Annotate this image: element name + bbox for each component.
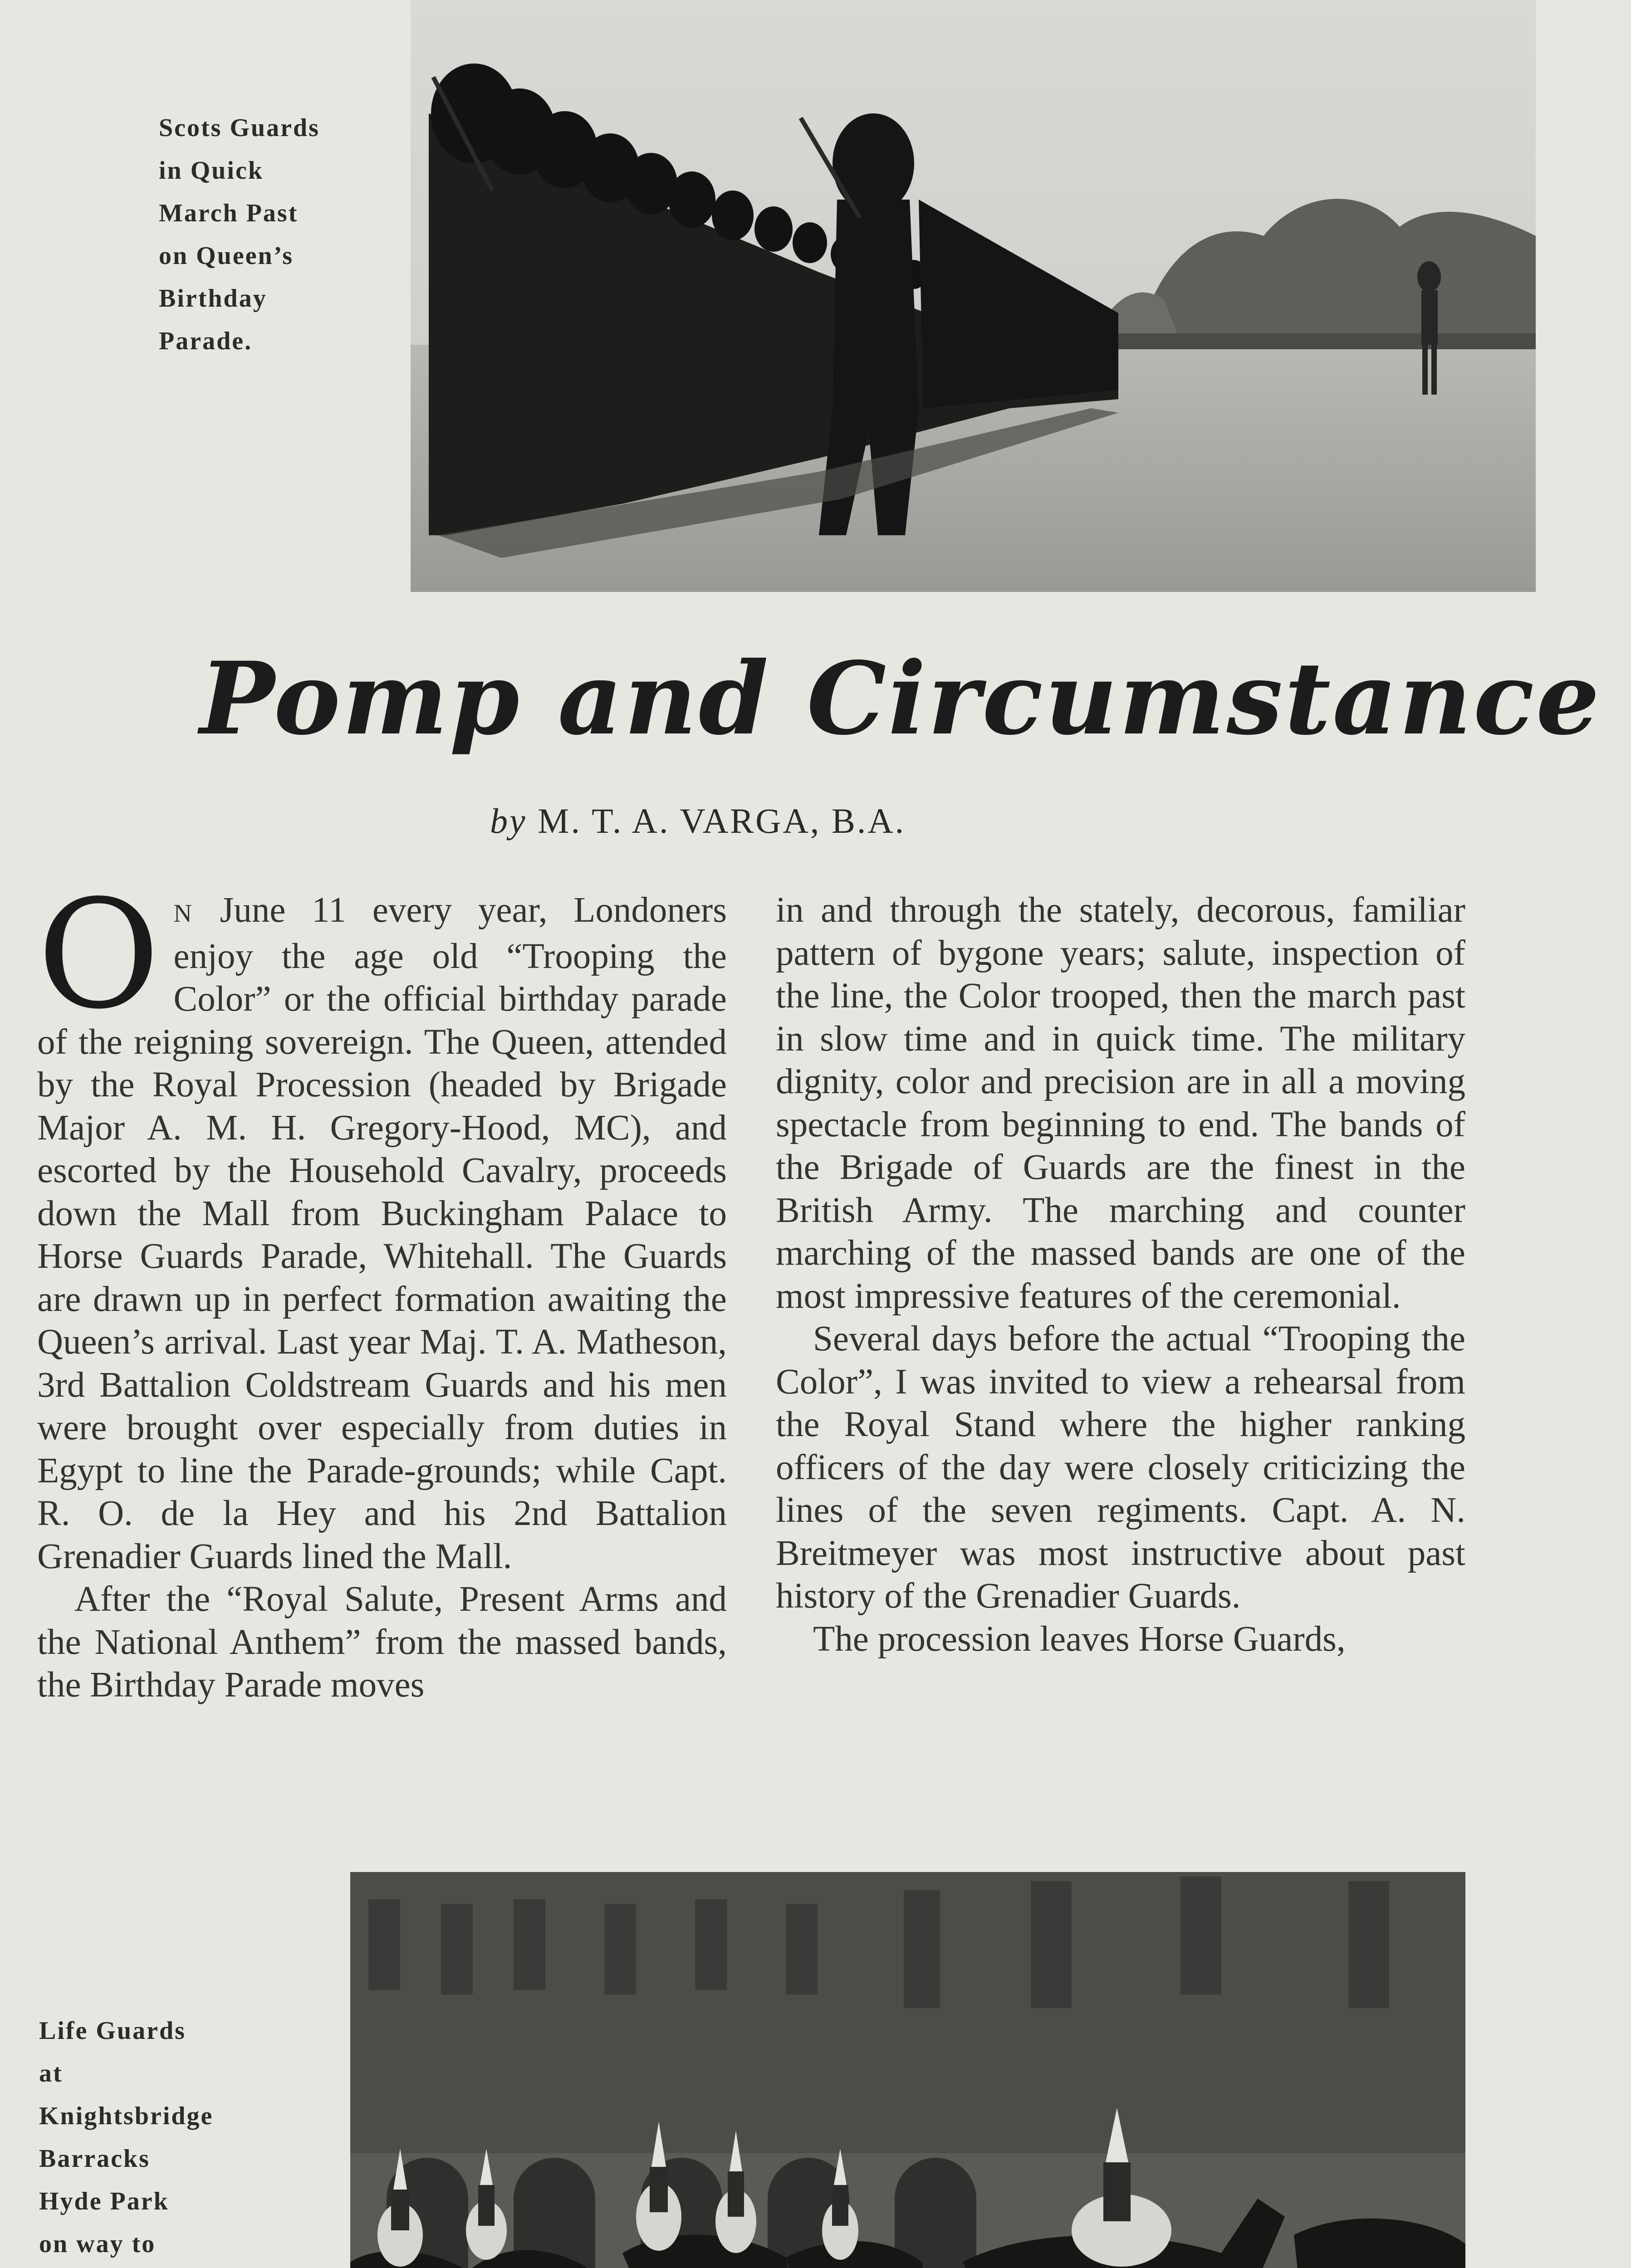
caption-line: in Quick xyxy=(159,156,264,185)
caption-line: Life Guards xyxy=(39,2017,186,2045)
byline-by: by xyxy=(490,801,527,841)
paragraph: Several days before the actual “Trooping the Color”, I was invited to view a rehearsal from the Royal Stand where the higher ranking officers of the day were closely criticizing the lines of the seven regiments. Capt. A. N. Breitmeyer was most instructive about past history of the Grenadier Guards. xyxy=(776,1319,1465,1616)
paragraph: After the “Royal Salute, Present Arms and the National Anthem” from the massed bands, the Birthday Parade moves xyxy=(37,1579,727,1705)
caption-line: Knightsbridge xyxy=(39,2102,214,2130)
article-column-right xyxy=(776,889,1465,1661)
bottom-photo-caption xyxy=(39,2009,225,2268)
scots-guards-photo xyxy=(411,0,1536,592)
life-guards-photo xyxy=(350,1872,1465,2268)
paragraph: in and through the stately, decorous, familiar pattern of bygone years; salute, inspection of the line, the Color trooped, then the march past in slow time and in quick time. The military dignity, color and precision are in all a moving spectacle from beginning to end. The bands of the Brigade of Guards are the finest in the British Army. The marching and counter marching of the massed bands are one of the most impressive features of the ceremonial. xyxy=(776,890,1465,1316)
caption-line: Scots Guards xyxy=(159,114,320,142)
paragraph xyxy=(37,868,727,1578)
byline xyxy=(490,798,1352,844)
byline-author: M. T. A. VARGA, B.A. xyxy=(538,801,906,841)
top-photo-caption xyxy=(159,107,320,362)
caption-line: on way to xyxy=(39,2230,156,2258)
lead-smallcaps: N xyxy=(173,899,194,928)
caption-line: Parade. xyxy=(159,327,253,355)
paragraph: The procession leaves Horse Guards, xyxy=(813,1619,1346,1659)
caption-line: March Past xyxy=(159,199,299,227)
caption-line: Barracks xyxy=(39,2145,150,2173)
dropcap: O xyxy=(37,868,160,1042)
article-title: Pomp and Circumstance xyxy=(200,640,1602,757)
caption-line: Birthday xyxy=(159,284,267,313)
caption-line: at xyxy=(39,2059,63,2087)
article-column-left xyxy=(37,868,727,1707)
caption-line: on Queen’s xyxy=(159,242,294,270)
paragraph-text: June 11 every year, Londoners enjoy the age old “Trooping the Color” or the official birthday parade of the reigning sovereign. The Queen, attended by the Royal Procession (headed by Brigade Major A. M. H. Gregory-Hood, MC), and escorted by the Household Cavalry, proceeds down the Mall from Buckingham Palace to Horse Guards Parade, Whitehall. The Guards are drawn up in perfect formation awaiting the Queen’s arrival. Last year Maj. T. A. Matheson, 3rd Battalion Coldstream Guards and his men were brought over especially from duties in Egypt to line the Parade-grounds; while Capt. R. O. de la Hey and his 2nd Battalion Grenadier Guards lined the Mall. xyxy=(37,890,727,1576)
caption-line: Hyde Park xyxy=(39,2187,169,2215)
caption-line xyxy=(39,2265,225,2268)
